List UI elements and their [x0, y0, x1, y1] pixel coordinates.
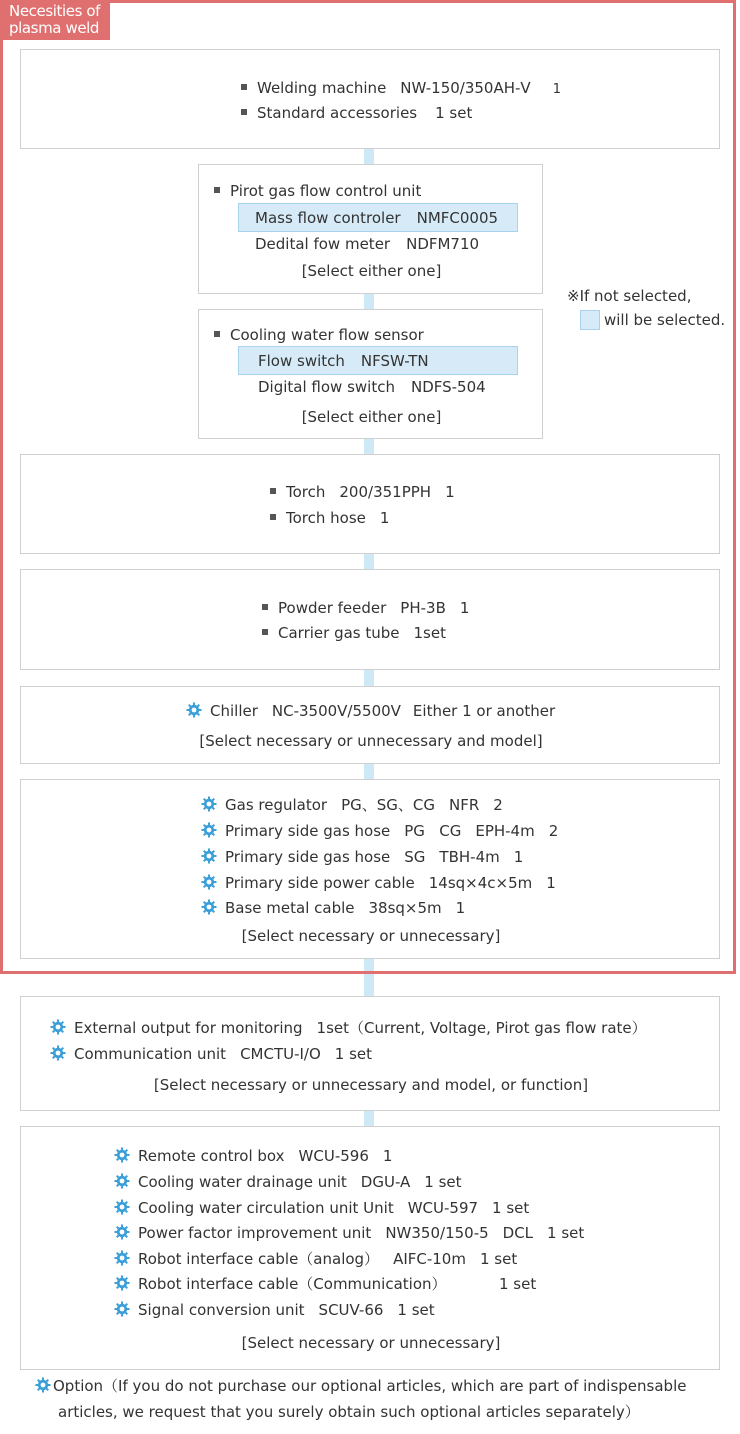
option-gear-icon — [114, 1199, 130, 1215]
list-item: Power factor improvement unit NW350/150-5 DCL 1 set — [114, 1223, 584, 1243]
list-item: Welding machine NW-150/350AH-Ⅴ 1 — [241, 78, 561, 100]
list-item: Cooling water drainage unit DGU-A 1 set — [114, 1172, 462, 1192]
option-gear-icon — [114, 1250, 130, 1266]
list-item: Standard accessories 1 set — [241, 103, 472, 123]
frame-label: Necesities of plasma weld — [0, 0, 110, 40]
option-gear-icon — [201, 822, 217, 838]
option-footnote-cont: articles, we request that you surely obtain such optional articles separately） — [58, 1403, 640, 1421]
select-note: [Select either one] — [301, 262, 442, 280]
select-note: [Select either one] — [301, 408, 442, 426]
box-title: Cooling water flow sensor — [214, 325, 424, 345]
list-item: Carrier gas tube 1set — [262, 623, 446, 643]
option-gear-icon — [114, 1173, 130, 1189]
option-gear-icon — [114, 1275, 130, 1291]
side-note: ※If not selected, — [567, 287, 692, 305]
monitoring-box — [20, 996, 720, 1111]
option-gear-icon — [201, 899, 217, 915]
bullet-square-icon — [270, 514, 276, 520]
list-item-qty: 1 set — [499, 1275, 537, 1293]
select-note: [Select necessary or unnecessary and model] — [199, 732, 543, 750]
option-gear-icon — [35, 1377, 51, 1393]
box-title: Pirot gas flow control unit — [214, 181, 421, 201]
list-item: External output for monitoring 1set（Current, Voltage, Pirot gas flow rate） — [50, 1018, 647, 1038]
side-note: will be selected. — [604, 311, 726, 329]
option-gear-icon — [114, 1224, 130, 1240]
option-gear-icon — [114, 1147, 130, 1163]
list-item: Base metal cable 38sq×5m 1 — [201, 898, 465, 918]
list-item: Chiller NC-3500V/5500V Either 1 or another — [186, 701, 555, 721]
list-item: Remote control box WCU-596 1 — [114, 1146, 392, 1166]
welding-machine-box — [20, 49, 720, 149]
powder-feeder-box — [20, 569, 720, 670]
option-gear-icon — [201, 848, 217, 864]
bullet-square-icon — [262, 629, 268, 635]
list-item: Gas regulator PG、SG、CG NFR 2 — [201, 795, 503, 815]
torch-box — [20, 454, 720, 554]
option-gear-icon — [50, 1045, 66, 1061]
list-item: Robot interface cable（analog） AIFC-10m 1 set — [114, 1249, 517, 1269]
list-item: Communication unit CMCTU-I/O 1 set — [50, 1044, 372, 1064]
option-gear-icon — [114, 1301, 130, 1317]
bullet-square-icon — [262, 604, 268, 610]
select-note: [Select necessary or unnecessary] — [241, 927, 501, 945]
option-gear-icon — [201, 874, 217, 890]
highlight-swatch — [580, 310, 600, 330]
bullet-square-icon — [241, 84, 247, 90]
chiller-box — [20, 686, 720, 764]
option-footnote: Option（If you do not purchase our optional articles, which are part of indispensable — [35, 1376, 686, 1396]
list-item: Primary side gas hose SG TBH-4m 1 — [201, 847, 523, 867]
option-gear-icon — [201, 796, 217, 812]
bullet-square-icon — [241, 109, 247, 115]
list-item: Primary side power cable 14sq×4c×5m 1 — [201, 873, 556, 893]
gas-cable-box — [20, 779, 720, 959]
alternate-choice[interactable]: Digital flow switch NDFS-504 — [258, 378, 486, 396]
default-choice[interactable]: Flow switch NFSW-TN — [258, 352, 429, 370]
optional-units-box — [20, 1126, 720, 1370]
pilot-gas-box — [198, 164, 543, 294]
alternate-choice[interactable]: Dedital fow meter NDFM710 — [255, 235, 480, 253]
select-note: [Select necessary or unnecessary] — [241, 1334, 501, 1352]
bullet-square-icon — [214, 331, 220, 337]
list-item: Signal conversion unit SCUV-66 1 set — [114, 1300, 435, 1320]
option-gear-icon — [186, 702, 202, 718]
list-item: Powder feeder PH-3B 1 — [262, 598, 469, 618]
cooling-water-box — [198, 309, 543, 439]
bullet-square-icon — [214, 187, 220, 193]
list-item: Torch 200/351PPH 1 — [270, 482, 455, 502]
list-item: Cooling water circulation unit Unit WCU-597 1 set — [114, 1198, 529, 1218]
option-gear-icon — [50, 1019, 66, 1035]
select-note: [Select necessary or unnecessary and model, or function] — [153, 1076, 589, 1094]
default-choice[interactable]: Mass flow controler NMFC0005 — [255, 209, 499, 227]
list-item: Torch hose 1 — [270, 508, 389, 528]
list-item: Robot interface cable（Communication） — [114, 1274, 447, 1294]
list-item: Primary side gas hose PG CG EPH-4m 2 — [201, 821, 558, 841]
bullet-square-icon — [270, 488, 276, 494]
